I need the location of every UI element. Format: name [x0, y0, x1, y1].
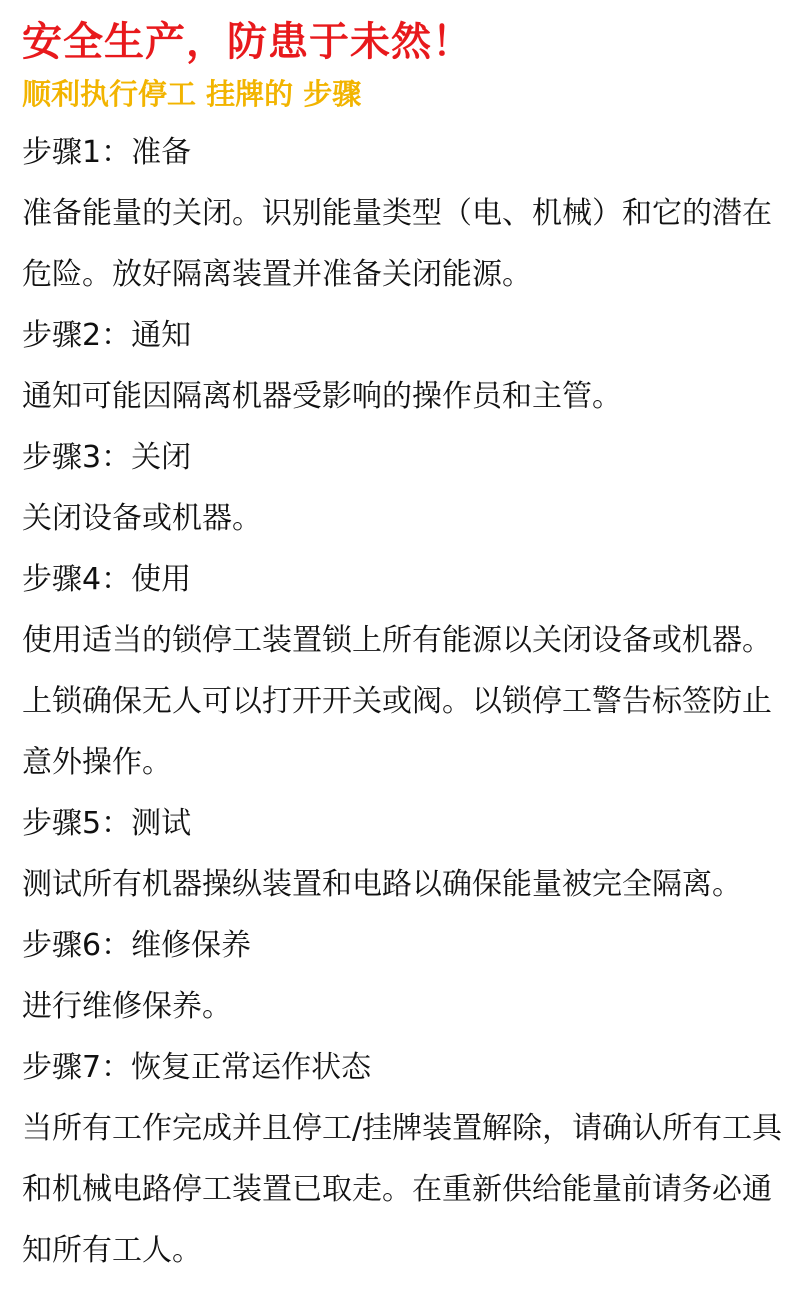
step-item-3	[22, 427, 782, 549]
step-heading: 步骤6：维修保养	[22, 928, 252, 963]
step-body: 通知可能因隔离机器受影响的操作员和主管。	[22, 379, 622, 414]
step-heading: 步骤7：恢复正常运作状态	[22, 1050, 372, 1085]
page-title: 安全生产，防患于未然！	[22, 19, 473, 65]
step-item-4	[22, 549, 782, 793]
step-body: 使用适当的锁停工装置锁上所有能源以关闭设备或机器。上锁确保无人可以打开开关或阀。以锁停工警告标签防止意外操作。	[22, 623, 772, 780]
step-item-2	[22, 305, 782, 427]
step-body: 测试所有机器操纵装置和电路以确保能量被完全隔离。	[22, 867, 742, 902]
step-item-5	[22, 793, 782, 915]
step-heading: 步骤2：通知	[22, 318, 192, 353]
page-subtitle: 顺利执行停工 挂牌的 步骤	[22, 77, 362, 111]
step-heading: 步骤5：测试	[22, 806, 192, 841]
step-body: 当所有工作完成并且停工/挂牌装置解除，请确认所有工具和机械电路停工装置已取走。在重新供给能量前请务必通知所有工人。	[22, 1111, 783, 1268]
step-item-1	[22, 122, 782, 305]
steps-list	[22, 122, 782, 1281]
step-body: 准备能量的关闭。识别能量类型（电、机械）和它的潜在危险。放好隔离装置并准备关闭能源。	[22, 196, 772, 292]
step-item-6	[22, 915, 782, 1037]
step-item-7	[22, 1037, 782, 1281]
step-body: 进行维修保养。	[22, 989, 232, 1024]
step-heading: 步骤1：准备	[22, 135, 192, 170]
step-body: 关闭设备或机器。	[22, 501, 262, 536]
step-heading: 步骤4：使用	[22, 562, 192, 597]
step-heading: 步骤3：关闭	[22, 440, 192, 475]
